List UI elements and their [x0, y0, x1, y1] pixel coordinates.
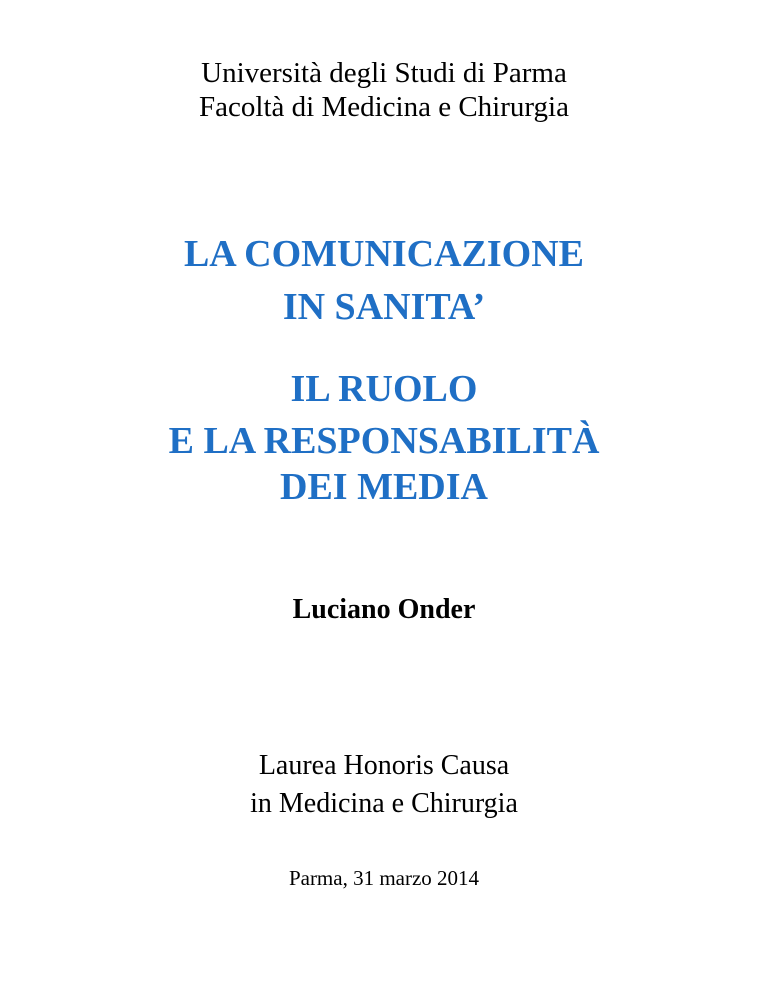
- faculty-name: Facoltà di Medicina e Chirurgia: [199, 91, 569, 123]
- subtitle-line-2: E LA RESPONSABILITÀ: [168, 420, 600, 462]
- author-name: Luciano Onder: [292, 594, 476, 625]
- place-date: Parma, 31 marzo 2014: [288, 866, 480, 890]
- degree-line-1: Laurea Honoris Causa: [258, 750, 510, 781]
- title-line-2: IN SANITA’: [282, 286, 486, 328]
- subtitle-line-3: DEI MEDIA: [280, 466, 488, 508]
- degree-line-2: in Medicina e Chirurgia: [250, 788, 518, 819]
- subtitle-line-1: IL RUOLO: [290, 368, 478, 410]
- title-line-1: LA COMUNICAZIONE: [183, 233, 585, 275]
- university-name: Università degli Studi di Parma: [201, 57, 567, 89]
